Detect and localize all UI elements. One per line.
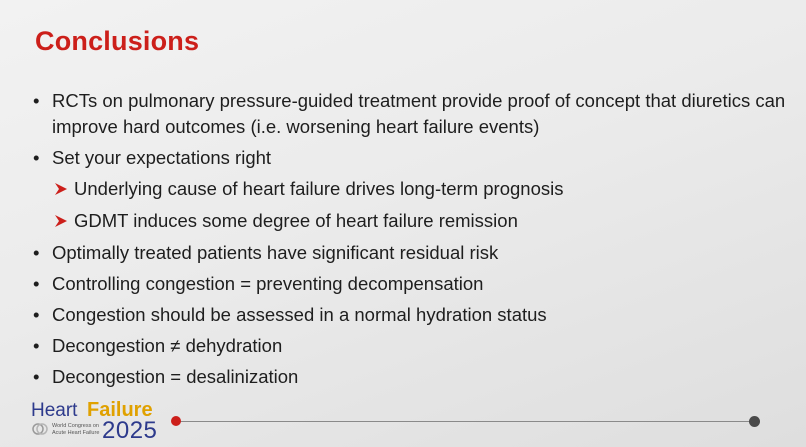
logo-failure-text: Failure <box>87 399 153 421</box>
logo-year: 2025 <box>102 417 158 444</box>
sub-bullet-item <box>28 208 788 234</box>
bullet-item <box>28 302 788 328</box>
bullet-text: Optimally treated patients have significant residual risk <box>52 242 499 263</box>
bullet-item <box>28 333 788 359</box>
logo-heart-text: Heart <box>31 400 78 421</box>
bullet-dot: • <box>33 242 40 263</box>
sub-bullet-text: Underlying cause of heart failure drives long-term prognosis <box>74 178 564 199</box>
bullet-dot: • <box>33 147 40 168</box>
slide-content <box>28 88 788 395</box>
bullet-dot: • <box>33 335 40 356</box>
bullet-dot: • <box>33 273 40 294</box>
logo-mark-icon <box>32 421 48 437</box>
bullet-item <box>28 364 788 390</box>
sub-bullet-text: GDMT induces some degree of heart failure remission <box>74 210 518 231</box>
bullet-text: Set your expectations right <box>52 147 272 168</box>
arrowhead-icon <box>54 182 68 196</box>
bullet-item <box>28 88 788 140</box>
bullet-dot: • <box>33 90 40 111</box>
bullet-text: Congestion should be assessed in a normal hydration status <box>52 304 547 325</box>
bullet-item <box>28 271 788 297</box>
bullet-dot: • <box>33 304 40 325</box>
slide-title: Conclusions <box>35 26 200 56</box>
bullet-item <box>28 145 788 171</box>
heart-failure-logo <box>28 398 168 444</box>
bullet-text: Controlling congestion = preventing decompensation <box>52 273 484 294</box>
bullet-text: Decongestion ≠ dehydration <box>52 335 283 356</box>
logo-subtitle: World Congress on Acute Heart Failure <box>52 423 100 436</box>
bullet-dot: • <box>33 366 40 387</box>
sub-bullet-item <box>28 176 788 202</box>
footer-dot-left <box>171 416 181 426</box>
arrowhead-icon <box>54 214 68 228</box>
footer-dot-right <box>749 416 760 427</box>
bullet-item <box>28 240 788 266</box>
footer-divider <box>176 421 754 422</box>
bullet-text: Decongestion = desalinization <box>52 366 299 387</box>
bullet-text: RCTs on pulmonary pressure-guided treatment provide proof of concept that diuretics can improve hard outcomes (i.e. worsening heart failure events) <box>52 90 786 137</box>
